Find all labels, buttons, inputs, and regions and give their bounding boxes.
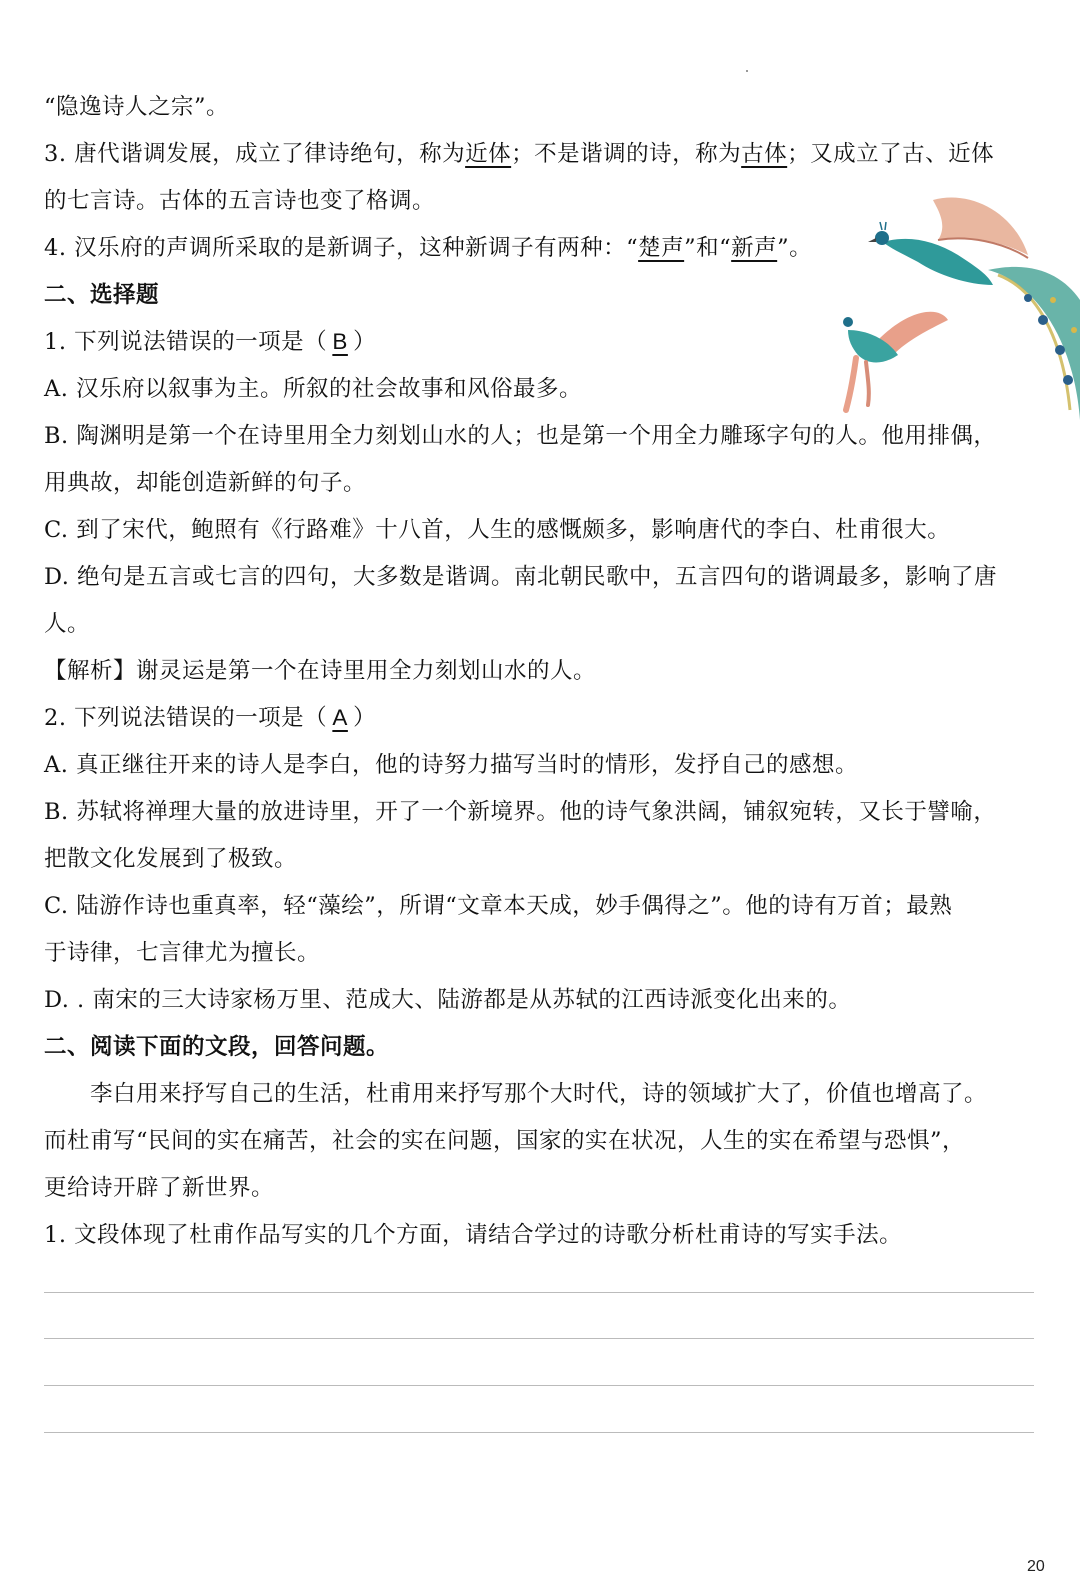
reading-question-1: 1. 文段体现了杜甫作品写实的几个方面，请结合学过的诗歌分析杜甫诗的写实手法。 <box>44 1222 903 1248</box>
mc1-option-d: D. 绝句是五言或七言的四句，大多数是谐调。南北朝民歌中，五言四句的谐调最多，影响了唐 <box>44 564 998 590</box>
page-number: 20 <box>1027 1558 1045 1575</box>
mc1-option-d-line2: 人。 <box>44 611 91 637</box>
small-peacock-head <box>843 317 853 327</box>
mc1-stem <box>44 327 376 357</box>
q4-text-e: ”。 <box>777 235 813 261</box>
peacock-head <box>875 231 889 245</box>
q3-text-c: ；不是谐调的诗，称为 <box>511 141 742 167</box>
mc2-stem-text: 2. 下列说法错误的一项是（ <box>44 705 328 731</box>
peacock-wing <box>933 197 1028 255</box>
answer-line[interactable] <box>44 1292 1034 1293</box>
answer-line[interactable] <box>44 1385 1034 1386</box>
mc2-option-a: A. 真正继往开来的诗人是李白，他的诗努力描写当时的情形，发抒自己的感想。 <box>44 752 859 778</box>
mc2-option-b: B. 苏轼将禅理大量的放进诗里，开了一个新境界。他的诗气象洪阔，铺叙宛转，又长于譬喻， <box>44 799 997 825</box>
mc2-stem <box>44 703 376 733</box>
fill-question-3-line2: 的七言诗。古体的五言诗也变了格调。 <box>44 188 436 214</box>
mc2-stem-close: ） <box>353 705 377 731</box>
fill-question-4 <box>44 233 812 263</box>
mc1-stem-close: ） <box>353 329 377 355</box>
mc1-answer: B <box>332 329 348 354</box>
answer-line[interactable] <box>44 1338 1034 1339</box>
mc1-option-c: C. 到了宋代，鲍照有《行路难》十八首，人生的感慨颇多，影响唐代的李白、杜甫很大。 <box>44 517 951 543</box>
passage-line-2: 而杜甫写“民间的实在痛苦，社会的实在问题，国家的实在状况，人生的实在希望与恐惧”， <box>44 1128 966 1154</box>
q3-text-e: ；又成立了古、近体 <box>787 141 995 167</box>
section-heading-choice: 二、选择题 <box>44 282 160 308</box>
mc2-option-c: C. 陆游作诗也重真率，轻“藻绘”，所谓“文章本天成，妙手偶得之”。他的诗有万首；最熟 <box>44 893 953 919</box>
mc2-answer: A <box>332 705 348 730</box>
mc2-option-c-line2: 于诗律，七言律尤为擅长。 <box>44 940 321 966</box>
mc1-stem-text: 1. 下列说法错误的一项是（ <box>44 329 328 355</box>
section-heading-reading: 二、阅读下面的文段，回答问题。 <box>44 1034 390 1060</box>
peacock-illustration <box>838 180 1080 420</box>
q3-answer-guti: 古体 <box>741 141 788 167</box>
mc1-analysis: 【解析】谢灵运是第一个在诗里用全力刻划山水的人。 <box>44 658 597 684</box>
mc2-option-d: D. . 南宋的三大诗家杨万里、范成大、陆游都是从苏轼的江西诗派变化出来的。 <box>44 987 852 1013</box>
line-hermit-poet: “隐逸诗人之宗”。 <box>44 94 230 120</box>
q3-text-a: 3. 唐代谐调发展，成立了律诗绝句，称为 <box>44 141 466 167</box>
peacock-body <box>883 239 993 285</box>
stray-dot <box>746 70 748 72</box>
passage-line-1: 李白用来抒写自己的生活，杜甫用来抒写那个大时代，诗的领域扩大了，价值也增高了。 <box>90 1081 988 1107</box>
q4-answer-chusheng: 楚声 <box>638 235 685 261</box>
q3-answer-jinti: 近体 <box>465 141 512 167</box>
q4-text-a: 4. 汉乐府的声调所采取的是新调子，这种新调子有两种：“ <box>44 235 639 261</box>
mc1-option-a: A. 汉乐府以叙事为主。所叙的社会故事和风俗最多。 <box>44 376 583 402</box>
passage-line-3: 更给诗开辟了新世界。 <box>44 1175 275 1201</box>
q4-text-c: ”和“ <box>684 235 732 261</box>
fill-question-3 <box>44 139 994 169</box>
mc1-option-b-line2: 用典故，却能创造新鲜的句子。 <box>44 470 367 496</box>
q4-answer-xinsheng: 新声 <box>731 235 778 261</box>
mc2-option-b-line2: 把散文化发展到了极致。 <box>44 846 298 872</box>
mc1-option-b: B. 陶渊明是第一个在诗里用全力刻划山水的人；也是第一个用全力雕琢字句的人。他用排偶， <box>44 423 997 449</box>
peacock-tail <box>988 267 1080 420</box>
answer-line[interactable] <box>44 1432 1034 1433</box>
